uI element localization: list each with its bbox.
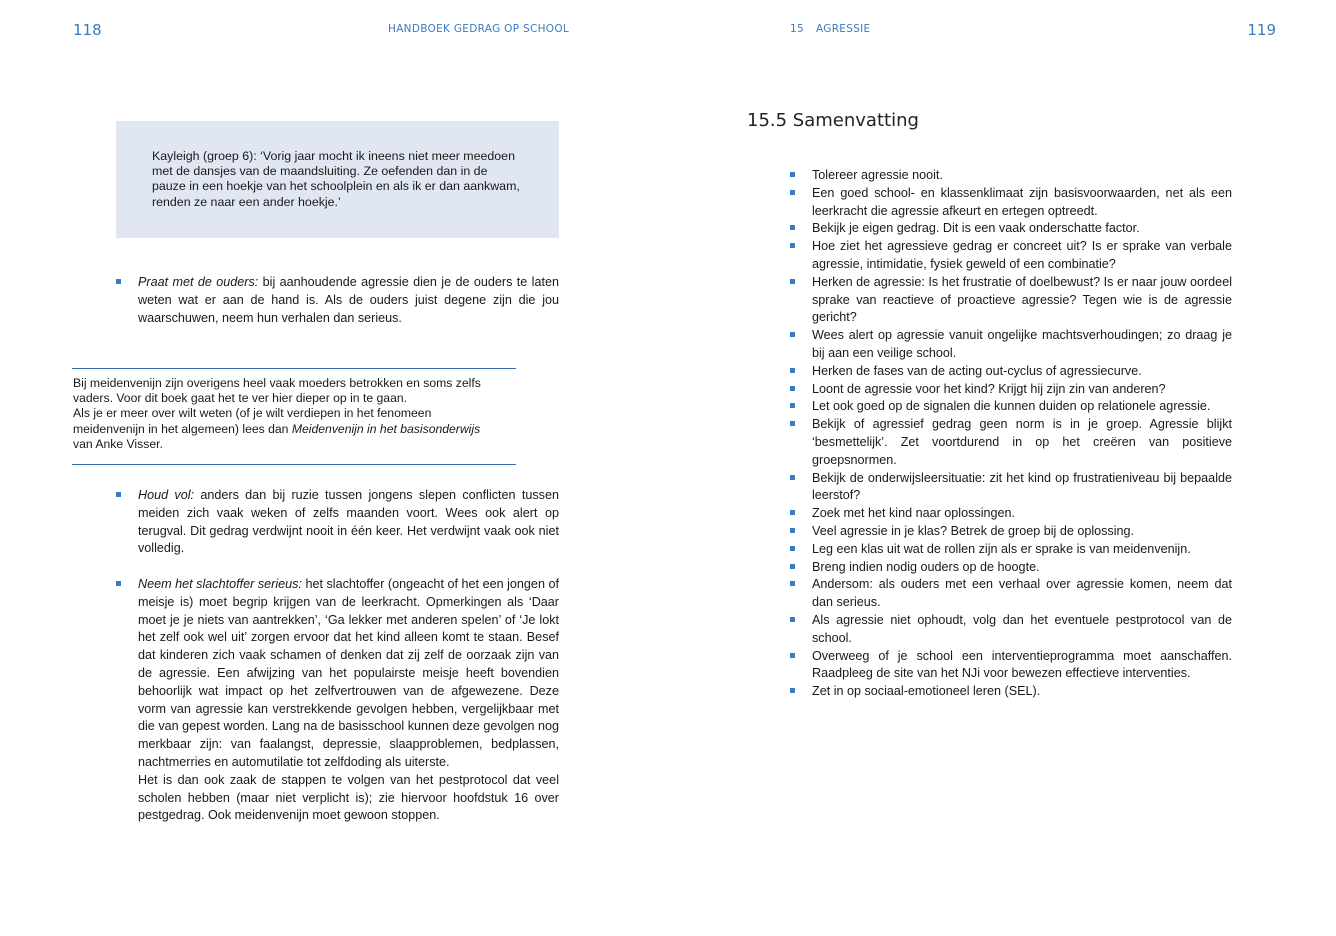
summary-item [790,327,1232,363]
bullet-square-icon [116,279,121,284]
list-item [116,274,559,327]
bullet-square-icon [790,421,795,426]
right-running-title [790,23,871,35]
bullet-text: anders dan bij ruzie tussen jongens slepen conflicten tussen meiden zich vaak weken of zelfs maanden voort. Wees ook alert op terugval. Dit gedrag verdwijnt nooit in één keer. Het verdwijnt vaak ook niet volledig. [138,488,559,556]
left-running-title: HANDBOEK GEDRAG OP SCHOOL [388,23,570,35]
summary-item-text: Breng indien nodig ouders op de hoogte. [812,559,1040,574]
side-note-text-end: van Anke Visser. [73,436,163,451]
bullet-list-slachtoffer [116,576,559,825]
bullet-square-icon [790,653,795,658]
summary-item [790,238,1232,274]
summary-item [790,612,1232,648]
summary-item [790,523,1232,541]
bullet-text-continued: Het is dan ook zaak de stappen te volgen van het pestprotocol dat veel scholen hebben (maar niet verplicht is); zie hiervoor hoofdstuk 16 over pestgedrag. Ook meidenvenijn moet gewoon stoppen. [138,772,559,823]
side-note-text: Als je er meer over wilt weten (of je wilt verdiepen in het fenomeen meidenvenijn in het algemeen) lees dan [73,406,432,436]
bullet-lead: Houd vol: [138,488,195,502]
summary-item-text: Let ook goed op de signalen die kunnen duiden op relationele agressie. [812,399,1211,414]
side-note [72,368,516,465]
bullet-square-icon [790,243,795,248]
side-note-line-1: Bij meidenvenijn zijn overigens heel vaak moeders betrokken en soms zelfs vaders. Voor dit boek gaat het te ver hier dieper op in te gaan. [73,376,481,406]
bullet-square-icon [790,564,795,569]
summary-item [790,559,1232,577]
bullet-square-icon [790,617,795,622]
list-item [116,576,559,825]
summary-item [790,381,1232,399]
summary-item-text: Veel agressie in je klas? Betrek de groep bij de oplossing. [812,523,1135,538]
quote-box [116,121,559,238]
summary-item [790,541,1232,559]
bullet-square-icon [116,581,121,586]
bullet-square-icon [790,581,795,586]
bullet-square-icon [116,492,121,497]
summary-item-text: Herken de agressie: Is het frustratie of doelbewust? Is er naar jouw oordeel sprake van reactieve of proactieve agressie? Tegen wie is de agressie gericht? [812,274,1232,325]
bullet-square-icon [790,190,795,195]
summary-item [790,683,1232,701]
summary-item-text: Hoe ziet het agressieve gedrag er concreet uit? Is er sprake van verbale agressie, intimidatie, fysiek geweld of een combinatie? [812,239,1232,271]
bullet-square-icon [790,386,795,391]
bullet-list-houd [116,487,559,558]
summary-item [790,648,1232,684]
bullet-lead: Praat met de ouders: [138,275,259,289]
bullet-square-icon [790,510,795,515]
summary-item-text: Bekijk de onderwijsleersituatie: zit het kind op frustratieniveau bij bepaalde leerstof? [812,470,1232,503]
right-page-number: 119 [1247,21,1276,39]
bullet-square-icon [790,546,795,551]
bullet-lead: Neem het slachtoffer serieus: [138,577,302,591]
summary-item [790,220,1232,238]
bullet-square-icon [790,475,795,480]
bullet-square-icon [790,403,795,408]
bullet-square-icon [790,279,795,284]
chapter-number: 15 [790,23,804,35]
summary-list [790,167,1232,701]
summary-item [790,470,1232,506]
summary-item-text: Tolereer agressie nooit. [812,168,943,182]
summary-item [790,505,1232,523]
bullet-text: het slachtoffer (ongeacht of het een jongen of meisje is) moet begrip krijgen van de leerkracht. Opmerkingen als ‘Daar moet je je niets van aantrekken’, ‘Ga lekker met anderen spelen’ of ‘Je lokt het zelf ook wel uit’ zorgen ervoor dat het kind alleen komt te staan. Besef dat kinderen zich vaak schamen of denken dat zij zelf de oorzaak zijn van de agressie. Een afwijzing van het populairste meisje heeft bovendien behoorlijk wat impact op het zelfvertrouwen van de afgewezene. Deze vorm van agressie kan verstrekkende gevolgen hebben, vergelijkbaar met die van gepest worden. Lang na de basisschool kunnen deze gevolgen nog merkbaar zijn: van faalangst, depressie, slaapproblemen, bedplassen, nachtmerries en automutilatie tot zelfdoding als uiterste. [138,577,559,769]
summary-item [790,363,1232,381]
bullet-square-icon [790,332,795,337]
quote-text: Kayleigh (groep 6): ‘Vorig jaar mocht ik ineens niet meer meedoen met de dansjes van de maandsluiting. Ze oefenden dan in de pauze in een hoekje van het schoolplein en als ik er dan aankwam, renden ze naar een ander hoekje.’ [152,149,520,209]
summary-item-text: Overweeg of je school een interventieprogramma moet aanschaffen. Raadpleeg de site van het NJi voor bewezen effectieve interventies. [812,648,1232,681]
section-title: 15.5 Samenvatting [747,110,919,131]
summary-item [790,416,1232,469]
bullet-square-icon [790,172,795,177]
summary-item-text: Als agressie niet ophoudt, volg dan het eventuele pestprotocol van de school. [812,612,1232,645]
summary-item [790,185,1232,221]
summary-item-text: Een goed school- en klassenklimaat zijn basisvoorwaarden, net als een leerkracht die agressie afkeurt en ertegen optreedt. [812,185,1232,218]
bullet-square-icon [790,368,795,373]
summary-item-text: Zoek met het kind naar oplossingen. [812,506,1016,521]
summary-item-text: Bekijk of agressief gedrag geen norm is in je groep. Agressie blijkt ‘besmettelijk’. Zet voortdurend in op het creëren van positieve groepsnormen. [812,417,1232,467]
side-note-line-2 [73,406,502,452]
bullet-list-ouders [116,274,559,327]
summary-item-text: Leg een klas uit wat de rollen zijn als er sprake is van meidenvenijn. [812,541,1191,556]
bullet-square-icon [790,225,795,230]
summary-item [790,167,1232,185]
chapter-title: AGRESSIE [815,23,871,35]
book-title: Meidenvenijn in het basisonderwijs [291,421,481,436]
bullet-text: bij aanhoudende agressie dien je de ouders te laten weten wat er aan de hand is. Als de ouders juist degene zijn die jou waarschuwen, neem hun verhalen dan serieus. [138,275,559,325]
summary-item-text: Bekijk je eigen gedrag. Dit is een vaak onderschatte factor. [812,221,1140,236]
left-page-number: 118 [73,21,102,39]
summary-item-text: Zet in op sociaal-emotioneel leren (SEL). [812,684,1041,699]
bullet-square-icon [790,688,795,693]
summary-item [790,576,1232,612]
list-item [116,487,559,558]
summary-item [790,398,1232,416]
bullet-square-icon [790,528,795,533]
summary-item-text: Loont de agressie voor het kind? Krijgt hij zijn zin van anderen? [812,381,1166,396]
summary-item-text: Wees alert op agressie vanuit ongelijke machtsverhoudingen; zo draag je bij aan een veilige school. [812,328,1232,360]
summary-item-text: Herken de fases van de acting out-cyclus of agressiecurve. [812,363,1142,378]
summary-item-text: Andersom: als ouders met een verhaal over agressie komen, neem dat dan serieus. [812,577,1232,610]
summary-item [790,274,1232,327]
